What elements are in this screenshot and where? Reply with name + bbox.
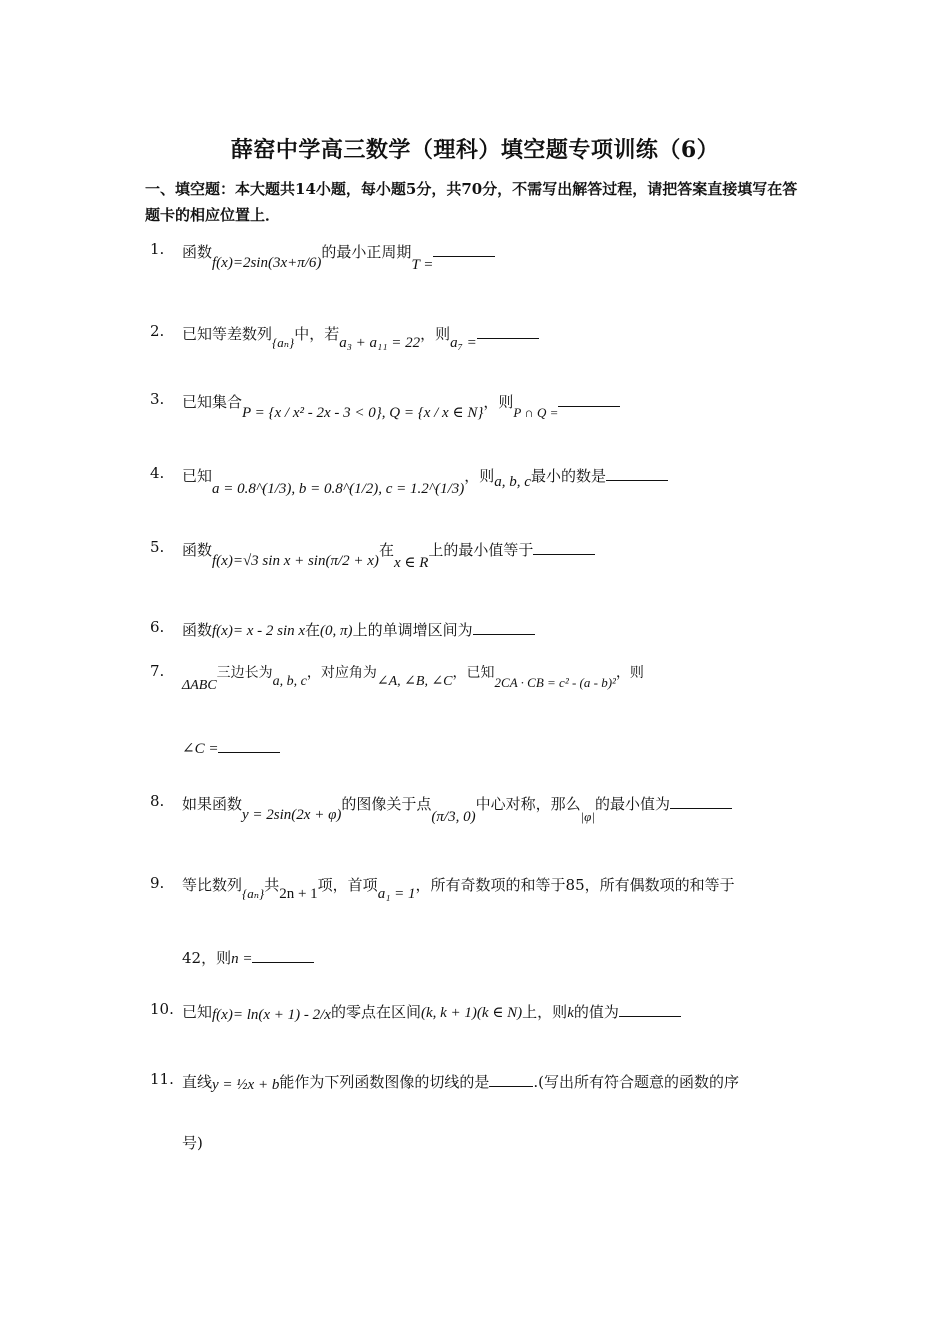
question-text: 号) xyxy=(182,1134,203,1152)
section-instructions: 一、填空题：本大题共14小题，每小题5分，共70分，不需写出解答过程，请把答案直接填写在答题卡的相应位置上． xyxy=(145,180,798,224)
answer-blank[interactable] xyxy=(606,464,668,481)
math-expression: 2n + 1 xyxy=(279,886,318,902)
question-text: ，则 xyxy=(615,665,644,681)
math-expression: T = xyxy=(411,257,434,273)
answer-blank[interactable] xyxy=(252,946,314,963)
answer-blank[interactable] xyxy=(477,322,539,339)
question-text: 已知集合 xyxy=(182,393,243,411)
question-text: 已知 xyxy=(182,1003,213,1021)
question-text: 上的单调增区间为 xyxy=(352,621,473,639)
question-text: ，则 xyxy=(483,393,514,411)
question-9 xyxy=(150,874,810,974)
question-text: 如果函数 xyxy=(182,795,243,813)
math-expression: a₃ + a₁₁ = 22 xyxy=(339,335,421,351)
question-text: 最小的数是 xyxy=(530,467,606,485)
question-text: 项，首项 xyxy=(317,876,378,894)
question-text: 已知等差数列 xyxy=(182,325,273,343)
math-expression: a, b, c xyxy=(494,474,531,490)
page-title: 薛窑中学高三数学（理科）填空题专项训练（6） xyxy=(230,137,720,163)
question-number: 5. xyxy=(150,538,165,556)
question-number: 9. xyxy=(150,874,165,892)
math-expression: f(x)= ln(x + 1) - 2/x xyxy=(212,1007,331,1023)
question-text: 上，则 xyxy=(522,1003,568,1021)
math-expression: f(x)=√3 sin x + sin(π/2 + x) xyxy=(212,553,379,569)
question-text: 共 xyxy=(264,876,280,894)
question-text: 函数 xyxy=(182,541,213,559)
question-text: ，则 xyxy=(420,325,451,343)
math-expression: {aₙ} xyxy=(242,886,265,901)
answer-blank[interactable] xyxy=(433,240,495,257)
question-text: 的最小值为 xyxy=(594,795,670,813)
question-text: 上的最小值等于 xyxy=(428,541,534,559)
question-text: 直线 xyxy=(182,1073,213,1091)
math-expression: a = 0.8^(1/3), b = 0.8^(1/2), c = 1.2^(1/3) xyxy=(212,481,465,497)
question-text: 的图像关于点 xyxy=(341,795,432,813)
question-text: 等比数列 xyxy=(182,876,243,894)
question-text: 的最小正周期 xyxy=(321,243,412,261)
math-expression: y = 2sin(2x + φ) xyxy=(242,807,342,823)
question-text: 在 xyxy=(378,541,394,559)
math-expression: P = {x / x² - 2x - 3 < 0}, Q = {x / x ∈ N} xyxy=(242,405,484,421)
question-number: 6. xyxy=(150,618,165,636)
math-expression: {aₙ} xyxy=(272,335,295,350)
question-text: 在 xyxy=(305,621,321,639)
question-number: 4. xyxy=(150,464,165,482)
math-expression: 2CA · CB = c² - (a - b)² xyxy=(494,675,616,690)
question-7 xyxy=(150,662,810,762)
question-text: 三边长为 xyxy=(216,665,273,681)
question-text: 42，则 xyxy=(182,949,232,967)
question-number: 8. xyxy=(150,792,165,810)
question-text: 的零点在区间 xyxy=(330,1003,421,1021)
answer-blank[interactable] xyxy=(473,618,535,635)
question-number: 11. xyxy=(150,1070,174,1088)
math-expression: (k, k + 1)(k ∈ N) xyxy=(420,1005,523,1021)
question-text: 的值为 xyxy=(573,1003,619,1021)
question-number: 3. xyxy=(150,390,165,408)
math-expression: f(x)= x - 2 sin x xyxy=(212,623,306,639)
question-11 xyxy=(150,1070,810,1160)
math-expression: |φ| xyxy=(580,809,595,824)
math-expression: k xyxy=(567,1005,574,1021)
math-expression: ∠A, ∠B, ∠C xyxy=(376,674,453,689)
math-expression: P ∩ Q = xyxy=(513,405,559,420)
answer-blank[interactable] xyxy=(619,1000,681,1017)
math-expression: y = ½x + b xyxy=(212,1077,280,1093)
math-expression: (0, π) xyxy=(320,623,353,639)
question-text: 函数 xyxy=(182,621,213,639)
question-text: 中心对称，那么 xyxy=(475,795,581,813)
answer-blank[interactable] xyxy=(489,1070,533,1087)
question-text: 能作为下列函数图像的切线的是 xyxy=(279,1073,490,1091)
question-text: 已知 xyxy=(182,467,213,485)
math-expression: a₇ = xyxy=(450,335,477,351)
math-expression: ΔABC xyxy=(182,678,217,693)
math-expression: a, b, c xyxy=(272,674,307,689)
math-expression: (π/3, 0) xyxy=(431,809,476,825)
math-expression: x ∈ R xyxy=(393,555,429,571)
question-number: 7. xyxy=(150,662,165,680)
answer-blank[interactable] xyxy=(558,390,620,407)
question-text: ，已知 xyxy=(452,665,495,681)
question-text: 函数 xyxy=(182,243,213,261)
math-expression: f(x)=2sin(3x+π/6) xyxy=(212,255,322,271)
question-number: 2. xyxy=(150,322,165,340)
question-text: 中，若 xyxy=(294,325,340,343)
question-number: 1. xyxy=(150,240,165,258)
answer-blank[interactable] xyxy=(670,792,732,809)
question-text: ，所有奇数项的和等于85，所有偶数项的和等于 xyxy=(415,876,735,894)
question-text: ，对应角为 xyxy=(306,665,377,681)
math-expression: a₁ = 1 xyxy=(377,886,416,902)
answer-blank[interactable] xyxy=(533,538,595,555)
question-text: ，则 xyxy=(464,467,495,485)
math-expression: ∠C = xyxy=(182,741,219,757)
answer-blank[interactable] xyxy=(218,736,280,753)
math-expression: n = xyxy=(231,951,253,967)
question-number: 10. xyxy=(150,1000,174,1018)
question-text: .(写出所有符合题意的函数的序 xyxy=(533,1073,739,1091)
